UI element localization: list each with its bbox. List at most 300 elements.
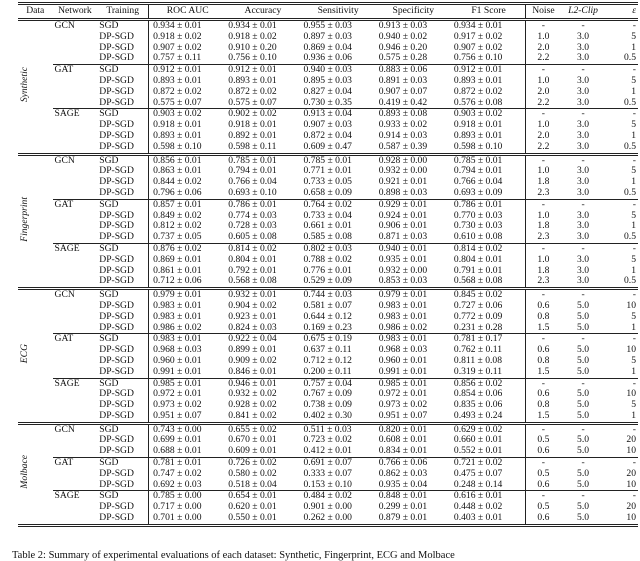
- training-cell: DP-SGD: [97, 166, 148, 177]
- network-cell-empty: [53, 32, 98, 43]
- l2-clip-cell: 3.0: [577, 74, 590, 86]
- roc-auc-cell: 0.575 ± 0.07: [153, 96, 202, 108]
- specificity-cell: 0.973 ± 0.02: [378, 399, 428, 411]
- roc-auc-cell: 0.861 ± 0.01: [153, 264, 202, 276]
- network-cell-empty: [53, 480, 98, 491]
- dataset-group-fingerprint: [18, 154, 638, 289]
- accuracy-cell: 0.918 ± 0.02: [228, 30, 277, 42]
- sensitivity-cell: 0.402 ± 0.30: [303, 409, 352, 421]
- roc-auc-cell: 0.743 ± 0.00: [149, 423, 225, 435]
- noise-cell: 1.5: [537, 409, 550, 421]
- accuracy-cell: 0.726 ± 0.02: [224, 458, 299, 469]
- dataset-label: ECG: [19, 344, 30, 364]
- epsilon-cell: 1: [631, 41, 636, 53]
- network-cell-empty: [53, 255, 98, 266]
- table-row: [18, 87, 638, 98]
- sensitivity-cell: 0.723 ± 0.02: [303, 434, 352, 446]
- l2-clip-cell: -: [561, 491, 606, 502]
- sensitivity-cell: 0.637 ± 0.11: [303, 344, 352, 356]
- training-cell: DP-SGD: [97, 43, 148, 54]
- roc-auc-cell: 0.856 ± 0.01: [149, 154, 225, 166]
- accuracy-cell: 0.605 ± 0.08: [228, 231, 277, 243]
- noise-cell: -: [526, 491, 561, 502]
- noise-cell: 1.8: [537, 264, 550, 276]
- network-cell-empty: [53, 76, 98, 87]
- noise-cell: 1.0: [537, 253, 550, 265]
- accuracy-cell: 0.550 ± 0.01: [228, 512, 277, 524]
- network-cell-empty: [53, 221, 98, 232]
- network-label: GCN: [53, 423, 98, 435]
- roc-auc-cell: 0.857 ± 0.01: [149, 199, 225, 210]
- specificity-cell: 0.960 ± 0.01: [378, 354, 428, 366]
- f1-score-cell: 0.766 ± 0.04: [450, 177, 526, 188]
- accuracy-cell: 0.766 ± 0.04: [228, 176, 277, 188]
- l2-clip-cell: 3.0: [577, 96, 590, 108]
- specificity-cell: 0.946 ± 0.20: [378, 41, 428, 53]
- accuracy-cell: 0.841 ± 0.02: [228, 409, 277, 421]
- roc-auc-cell: 0.844 ± 0.02: [153, 176, 202, 188]
- table-row: [18, 232, 638, 243]
- specificity-cell: 0.879 ± 0.01: [378, 512, 428, 524]
- accuracy-cell: 0.909 ± 0.02: [228, 354, 277, 366]
- sensitivity-cell: 0.733 ± 0.05: [303, 176, 352, 188]
- noise-cell: -: [526, 65, 561, 76]
- accuracy-cell: 0.892 ± 0.01: [228, 129, 277, 141]
- header-l2clip: L2-Clip: [568, 5, 598, 17]
- f1-score-cell: 0.804 ± 0.01: [450, 255, 526, 266]
- accuracy-cell: 0.609 ± 0.01: [228, 445, 277, 457]
- table-caption: Table 2: Summary of experimental evaluations of each dataset: Synthetic, Fingerprint, ECG and Molbace: [12, 550, 455, 561]
- roc-auc-cell: 0.991 ± 0.01: [153, 365, 202, 377]
- sensitivity-cell: 0.901 ± 0.00: [303, 501, 352, 513]
- specificity-cell: 0.587 ± 0.39: [378, 140, 428, 152]
- sensitivity-cell: 0.827 ± 0.04: [303, 85, 352, 97]
- roc-auc-cell: 0.968 ± 0.03: [153, 344, 202, 356]
- training-cell: DP-SGD: [97, 400, 148, 411]
- l2-clip-cell: -: [561, 289, 606, 301]
- header-specificity: Specificity: [392, 5, 435, 17]
- accuracy-cell: 0.928 ± 0.02: [228, 399, 277, 411]
- l2-clip-cell: -: [561, 199, 606, 210]
- noise-cell: 1.5: [537, 321, 550, 333]
- f1-score-cell: 0.730 ± 0.03: [450, 221, 526, 232]
- l2-clip-cell: 3.0: [577, 253, 590, 265]
- f1-score-cell: 0.693 ± 0.09: [450, 188, 526, 199]
- sensitivity-cell: 0.802 ± 0.03: [300, 243, 375, 254]
- training-cell: DP-SGD: [97, 389, 148, 400]
- accuracy-cell: 0.655 ± 0.02: [224, 423, 299, 435]
- sensitivity-cell: 0.788 ± 0.02: [303, 253, 352, 265]
- specificity-cell: 0.848 ± 0.01: [375, 491, 450, 502]
- accuracy-cell: 0.932 ± 0.01: [224, 289, 299, 301]
- f1-score-cell: 0.786 ± 0.01: [450, 199, 526, 210]
- roc-auc-cell: 0.692 ± 0.03: [153, 478, 202, 490]
- roc-auc-cell: 0.912 ± 0.01: [149, 65, 225, 76]
- epsilon-cell: 20: [626, 467, 636, 479]
- roc-auc-cell: 0.983 ± 0.01: [153, 310, 202, 322]
- specificity-cell: 0.913 ± 0.03: [375, 20, 450, 32]
- specificity-cell: 0.933 ± 0.02: [378, 119, 428, 131]
- f1-score-cell: 0.791 ± 0.01: [450, 266, 526, 277]
- accuracy-cell: 0.932 ± 0.02: [228, 388, 277, 400]
- roc-auc-cell: 0.785 ± 0.00: [149, 491, 225, 502]
- sensitivity-cell: 0.712 ± 0.12: [303, 354, 352, 366]
- l2-clip-cell: 3.0: [577, 140, 590, 152]
- f1-score-cell: 0.721 ± 0.02: [450, 458, 526, 469]
- roc-auc-cell: 0.986 ± 0.02: [153, 321, 202, 333]
- f1-score-cell: 0.448 ± 0.02: [450, 502, 526, 513]
- accuracy-cell: 0.568 ± 0.08: [228, 275, 277, 287]
- training-cell: DP-SGD: [97, 435, 148, 446]
- training-cell: DP-SGD: [97, 142, 148, 154]
- roc-auc-cell: 0.960 ± 0.01: [153, 354, 202, 366]
- roc-auc-cell: 0.737 ± 0.05: [153, 231, 202, 243]
- table-row: [18, 53, 638, 64]
- network-label: GCN: [53, 154, 98, 166]
- epsilon-cell: 1: [631, 409, 636, 421]
- sensitivity-cell: 0.913 ± 0.04: [300, 109, 375, 120]
- noise-cell: 1.0: [537, 30, 550, 42]
- sensitivity-cell: 0.529 ± 0.09: [303, 275, 352, 287]
- epsilon-cell: -: [605, 109, 638, 120]
- f1-score-cell: 0.903 ± 0.02: [450, 109, 526, 120]
- l2-clip-cell: 5.0: [577, 354, 590, 366]
- specificity-cell: 0.991 ± 0.01: [378, 365, 428, 377]
- noise-cell: 2.3: [537, 275, 550, 287]
- network-cell-empty: [53, 276, 98, 288]
- roc-auc-cell: 0.907 ± 0.02: [153, 41, 202, 53]
- f1-score-cell: 0.912 ± 0.01: [450, 65, 526, 76]
- training-cell: DP-SGD: [97, 32, 148, 43]
- sensitivity-cell: 0.955 ± 0.03: [300, 20, 375, 32]
- network-label: GAT: [53, 458, 98, 469]
- l2-clip-cell: 5.0: [577, 467, 590, 479]
- l2-clip-cell: 3.0: [577, 209, 590, 221]
- specificity-cell: 0.972 ± 0.01: [378, 388, 428, 400]
- epsilon-cell: 1: [631, 321, 636, 333]
- specificity-cell: 0.820 ± 0.01: [375, 423, 450, 435]
- noise-cell: 0.6: [537, 445, 550, 457]
- noise-cell: 0.6: [537, 299, 550, 311]
- roc-auc-cell: 0.701 ± 0.00: [153, 512, 202, 524]
- sensitivity-cell: 0.511 ± 0.03: [300, 423, 375, 435]
- training-cell: DP-SGD: [97, 211, 148, 222]
- sensitivity-cell: 0.869 ± 0.04: [303, 41, 352, 53]
- roc-auc-cell: 0.983 ± 0.01: [149, 334, 225, 345]
- roc-auc-cell: 0.699 ± 0.01: [153, 434, 202, 446]
- training-cell: DP-SGD: [97, 480, 148, 491]
- l2-clip-cell: 3.0: [577, 52, 590, 64]
- l2-clip-cell: -: [561, 109, 606, 120]
- noise-cell: 0.5: [537, 501, 550, 513]
- dataset-group-ecg: [18, 289, 638, 424]
- l2-clip-cell: 5.0: [577, 445, 590, 457]
- accuracy-cell: 0.922 ± 0.04: [224, 334, 299, 345]
- dataset-label: Synthetic: [19, 67, 30, 103]
- network-cell-empty: [53, 411, 98, 423]
- training-cell: SGD: [97, 289, 148, 301]
- header-network: Network: [58, 5, 92, 17]
- training-cell: DP-SGD: [97, 131, 148, 142]
- l2-clip-cell: 3.0: [577, 275, 590, 287]
- roc-auc-cell: 0.849 ± 0.02: [153, 209, 202, 221]
- l2-clip-cell: 5.0: [577, 388, 590, 400]
- network-cell-empty: [53, 98, 98, 109]
- epsilon-cell: 1: [631, 176, 636, 188]
- noise-cell: 0.8: [537, 399, 550, 411]
- l2-clip-cell: 5.0: [577, 399, 590, 411]
- training-cell: DP-SGD: [97, 276, 148, 288]
- training-cell: DP-SGD: [97, 356, 148, 367]
- sensitivity-cell: 0.936 ± 0.06: [303, 52, 352, 64]
- noise-cell: -: [526, 20, 561, 32]
- epsilon-cell: 0.5: [624, 275, 636, 287]
- specificity-cell: 0.299 ± 0.01: [378, 501, 428, 513]
- epsilon-cell: 1: [631, 220, 636, 232]
- roc-auc-cell: 0.781 ± 0.01: [149, 458, 225, 469]
- noise-cell: -: [526, 199, 561, 210]
- network-cell-empty: [53, 446, 98, 457]
- l2-clip-cell: 3.0: [577, 176, 590, 188]
- noise-cell: 0.8: [537, 354, 550, 366]
- epsilon-cell: 10: [626, 299, 636, 311]
- training-cell: SGD: [97, 20, 148, 32]
- l2-clip-cell: 3.0: [577, 119, 590, 131]
- f1-score-cell: 0.552 ± 0.01: [450, 446, 526, 457]
- roc-auc-cell: 0.717 ± 0.00: [153, 501, 202, 513]
- epsilon-cell: 10: [626, 512, 636, 524]
- table-row: [18, 312, 638, 323]
- training-cell: DP-SGD: [97, 98, 148, 109]
- network-cell-empty: [53, 400, 98, 411]
- f1-score-cell: 0.814 ± 0.02: [450, 243, 526, 254]
- training-cell: DP-SGD: [97, 411, 148, 423]
- l2-clip-cell: 3.0: [577, 85, 590, 97]
- accuracy-cell: 0.580 ± 0.02: [228, 467, 277, 479]
- l2-clip-cell: 5.0: [577, 310, 590, 322]
- training-cell: DP-SGD: [97, 232, 148, 243]
- noise-cell: 2.2: [537, 96, 550, 108]
- training-cell: DP-SGD: [97, 221, 148, 232]
- accuracy-cell: 0.620 ± 0.01: [228, 501, 277, 513]
- epsilon-cell: 10: [626, 344, 636, 356]
- roc-auc-cell: 0.918 ± 0.01: [153, 119, 202, 131]
- header-noise: Noise: [532, 5, 555, 17]
- roc-auc-cell: 0.903 ± 0.02: [149, 109, 225, 120]
- noise-cell: 2.0: [537, 41, 550, 53]
- roc-auc-cell: 0.893 ± 0.01: [153, 74, 202, 86]
- epsilon-cell: -: [605, 199, 638, 210]
- specificity-cell: 0.419 ± 0.42: [378, 96, 428, 108]
- header-data: Data: [26, 5, 45, 17]
- network-label: GCN: [53, 20, 98, 32]
- epsilon-cell: 1: [631, 264, 636, 276]
- header-roc-auc: ROC AUC: [166, 5, 209, 17]
- specificity-cell: 0.940 ± 0.01: [375, 243, 450, 254]
- sensitivity-cell: 0.907 ± 0.03: [303, 119, 352, 131]
- f1-score-cell: 0.872 ± 0.02: [450, 87, 526, 98]
- epsilon-cell: 10: [626, 478, 636, 490]
- roc-auc-cell: 0.979 ± 0.01: [149, 289, 225, 301]
- specificity-cell: 0.932 ± 0.00: [378, 264, 428, 276]
- training-cell: DP-SGD: [97, 513, 148, 525]
- noise-cell: -: [526, 378, 561, 389]
- specificity-cell: 0.929 ± 0.01: [375, 199, 450, 210]
- f1-score-cell: 0.629 ± 0.02: [450, 423, 526, 435]
- f1-score-cell: 0.616 ± 0.01: [450, 491, 526, 502]
- epsilon-cell: 5: [631, 253, 636, 265]
- roc-auc-cell: 0.747 ± 0.02: [153, 467, 202, 479]
- sensitivity-cell: 0.644 ± 0.12: [303, 310, 352, 322]
- epsilon-cell: -: [605, 423, 638, 435]
- accuracy-cell: 0.902 ± 0.02: [224, 109, 299, 120]
- specificity-cell: 0.935 ± 0.04: [378, 478, 428, 490]
- l2-clip-cell: 5.0: [577, 299, 590, 311]
- accuracy-cell: 0.824 ± 0.03: [228, 321, 277, 333]
- epsilon-cell: 10: [626, 445, 636, 457]
- sensitivity-cell: 0.776 ± 0.01: [303, 264, 352, 276]
- table-header-row: [18, 4, 638, 20]
- training-cell: SGD: [97, 199, 148, 210]
- epsilon-cell: 5: [631, 119, 636, 131]
- noise-cell: -: [526, 109, 561, 120]
- table-row: [18, 98, 638, 109]
- accuracy-cell: 0.899 ± 0.01: [228, 344, 277, 356]
- f1-score-cell: 0.854 ± 0.06: [450, 389, 526, 400]
- accuracy-cell: 0.910 ± 0.20: [228, 41, 277, 53]
- f1-score-cell: 0.660 ± 0.01: [450, 435, 526, 446]
- roc-auc-cell: 0.872 ± 0.02: [153, 85, 202, 97]
- roc-auc-cell: 0.983 ± 0.01: [153, 299, 202, 311]
- network-cell-empty: [53, 232, 98, 243]
- accuracy-cell: 0.934 ± 0.01: [224, 20, 299, 32]
- f1-score-cell: 0.811 ± 0.08: [450, 356, 526, 367]
- f1-score-cell: 0.231 ± 0.28: [450, 323, 526, 334]
- epsilon-cell: 5: [631, 30, 636, 42]
- epsilon-cell: 1: [631, 365, 636, 377]
- table-row: [18, 188, 638, 199]
- sensitivity-cell: 0.733 ± 0.04: [303, 209, 352, 221]
- f1-score-cell: 0.576 ± 0.08: [450, 98, 526, 109]
- specificity-cell: 0.985 ± 0.01: [375, 378, 450, 389]
- roc-auc-cell: 0.893 ± 0.01: [153, 129, 202, 141]
- noise-cell: 1.8: [537, 176, 550, 188]
- specificity-cell: 0.862 ± 0.03: [378, 467, 428, 479]
- header-sensitivity: Sensitivity: [317, 5, 359, 17]
- sensitivity-cell: 0.771 ± 0.01: [303, 165, 352, 177]
- l2-clip-cell: 3.0: [577, 186, 590, 198]
- specificity-cell: 0.979 ± 0.01: [375, 289, 450, 301]
- epsilon-cell: -: [605, 65, 638, 76]
- accuracy-cell: 0.518 ± 0.04: [228, 478, 277, 490]
- network-cell-empty: [53, 53, 98, 64]
- accuracy-cell: 0.693 ± 0.10: [228, 186, 277, 198]
- specificity-cell: 0.893 ± 0.08: [375, 109, 450, 120]
- network-cell-empty: [53, 389, 98, 400]
- l2-clip-cell: -: [561, 20, 606, 32]
- l2-clip-cell: -: [561, 243, 606, 254]
- specificity-cell: 0.907 ± 0.07: [378, 85, 428, 97]
- l2-clip-cell: 5.0: [577, 434, 590, 446]
- dataset-group-molbace: [18, 423, 638, 525]
- f1-score-cell: 0.319 ± 0.11: [450, 367, 526, 378]
- accuracy-cell: 0.654 ± 0.01: [224, 491, 299, 502]
- accuracy-cell: 0.786 ± 0.01: [224, 199, 299, 210]
- header-accuracy: Accuracy: [244, 5, 282, 17]
- roc-auc-cell: 0.863 ± 0.01: [153, 165, 202, 177]
- training-cell: DP-SGD: [97, 266, 148, 277]
- accuracy-cell: 0.912 ± 0.01: [224, 65, 299, 76]
- noise-cell: -: [526, 243, 561, 254]
- specificity-cell: 0.883 ± 0.06: [375, 65, 450, 76]
- noise-cell: 1.0: [537, 119, 550, 131]
- noise-cell: 0.6: [537, 344, 550, 356]
- epsilon-cell: -: [605, 289, 638, 301]
- epsilon-cell: -: [605, 20, 638, 32]
- l2-clip-cell: -: [561, 65, 606, 76]
- f1-score-cell: 0.770 ± 0.03: [450, 211, 526, 222]
- accuracy-cell: 0.728 ± 0.03: [228, 220, 277, 232]
- training-cell: SGD: [97, 109, 148, 120]
- sensitivity-cell: 0.262 ± 0.00: [303, 512, 352, 524]
- network-label: SAGE: [53, 491, 98, 502]
- epsilon-cell: 0.5: [624, 140, 636, 152]
- specificity-cell: 0.983 ± 0.01: [375, 334, 450, 345]
- network-cell-empty: [53, 469, 98, 480]
- noise-cell: 2.0: [537, 85, 550, 97]
- accuracy-cell: 0.893 ± 0.01: [228, 74, 277, 86]
- network-cell-empty: [53, 367, 98, 378]
- noise-cell: 2.3: [537, 231, 550, 243]
- noise-cell: -: [526, 154, 561, 166]
- f1-score-cell: 0.756 ± 0.10: [450, 53, 526, 64]
- training-cell: DP-SGD: [97, 469, 148, 480]
- network-cell-empty: [53, 87, 98, 98]
- sensitivity-cell: 0.658 ± 0.09: [303, 186, 352, 198]
- training-cell: DP-SGD: [97, 502, 148, 513]
- sensitivity-cell: 0.200 ± 0.11: [303, 365, 352, 377]
- f1-score-cell: 0.475 ± 0.07: [450, 469, 526, 480]
- sensitivity-cell: 0.484 ± 0.02: [300, 491, 375, 502]
- l2-clip-cell: 3.0: [577, 129, 590, 141]
- noise-cell: -: [526, 334, 561, 345]
- l2-clip-cell: 5.0: [577, 512, 590, 524]
- roc-auc-cell: 0.973 ± 0.02: [153, 399, 202, 411]
- sensitivity-cell: 0.895 ± 0.03: [303, 74, 352, 86]
- epsilon-cell: 5: [631, 165, 636, 177]
- epsilon-cell: 0.5: [624, 96, 636, 108]
- accuracy-cell: 0.804 ± 0.01: [228, 253, 277, 265]
- l2-clip-cell: 5.0: [577, 478, 590, 490]
- network-cell-empty: [53, 120, 98, 131]
- f1-score-cell: 0.835 ± 0.06: [450, 400, 526, 411]
- specificity-cell: 0.891 ± 0.03: [378, 74, 428, 86]
- roc-auc-cell: 0.869 ± 0.01: [153, 253, 202, 265]
- accuracy-cell: 0.814 ± 0.02: [224, 243, 299, 254]
- network-cell-empty: [53, 131, 98, 142]
- network-cell-empty: [53, 502, 98, 513]
- f1-score-cell: 0.893 ± 0.01: [450, 131, 526, 142]
- specificity-cell: 0.608 ± 0.01: [378, 434, 428, 446]
- epsilon-cell: 20: [626, 434, 636, 446]
- noise-cell: 0.8: [537, 310, 550, 322]
- network-cell-empty: [53, 266, 98, 277]
- network-cell-empty: [53, 345, 98, 356]
- noise-cell: 2.2: [537, 140, 550, 152]
- specificity-cell: 0.932 ± 0.00: [378, 165, 428, 177]
- network-cell-empty: [53, 513, 98, 525]
- epsilon-cell: 0.5: [624, 231, 636, 243]
